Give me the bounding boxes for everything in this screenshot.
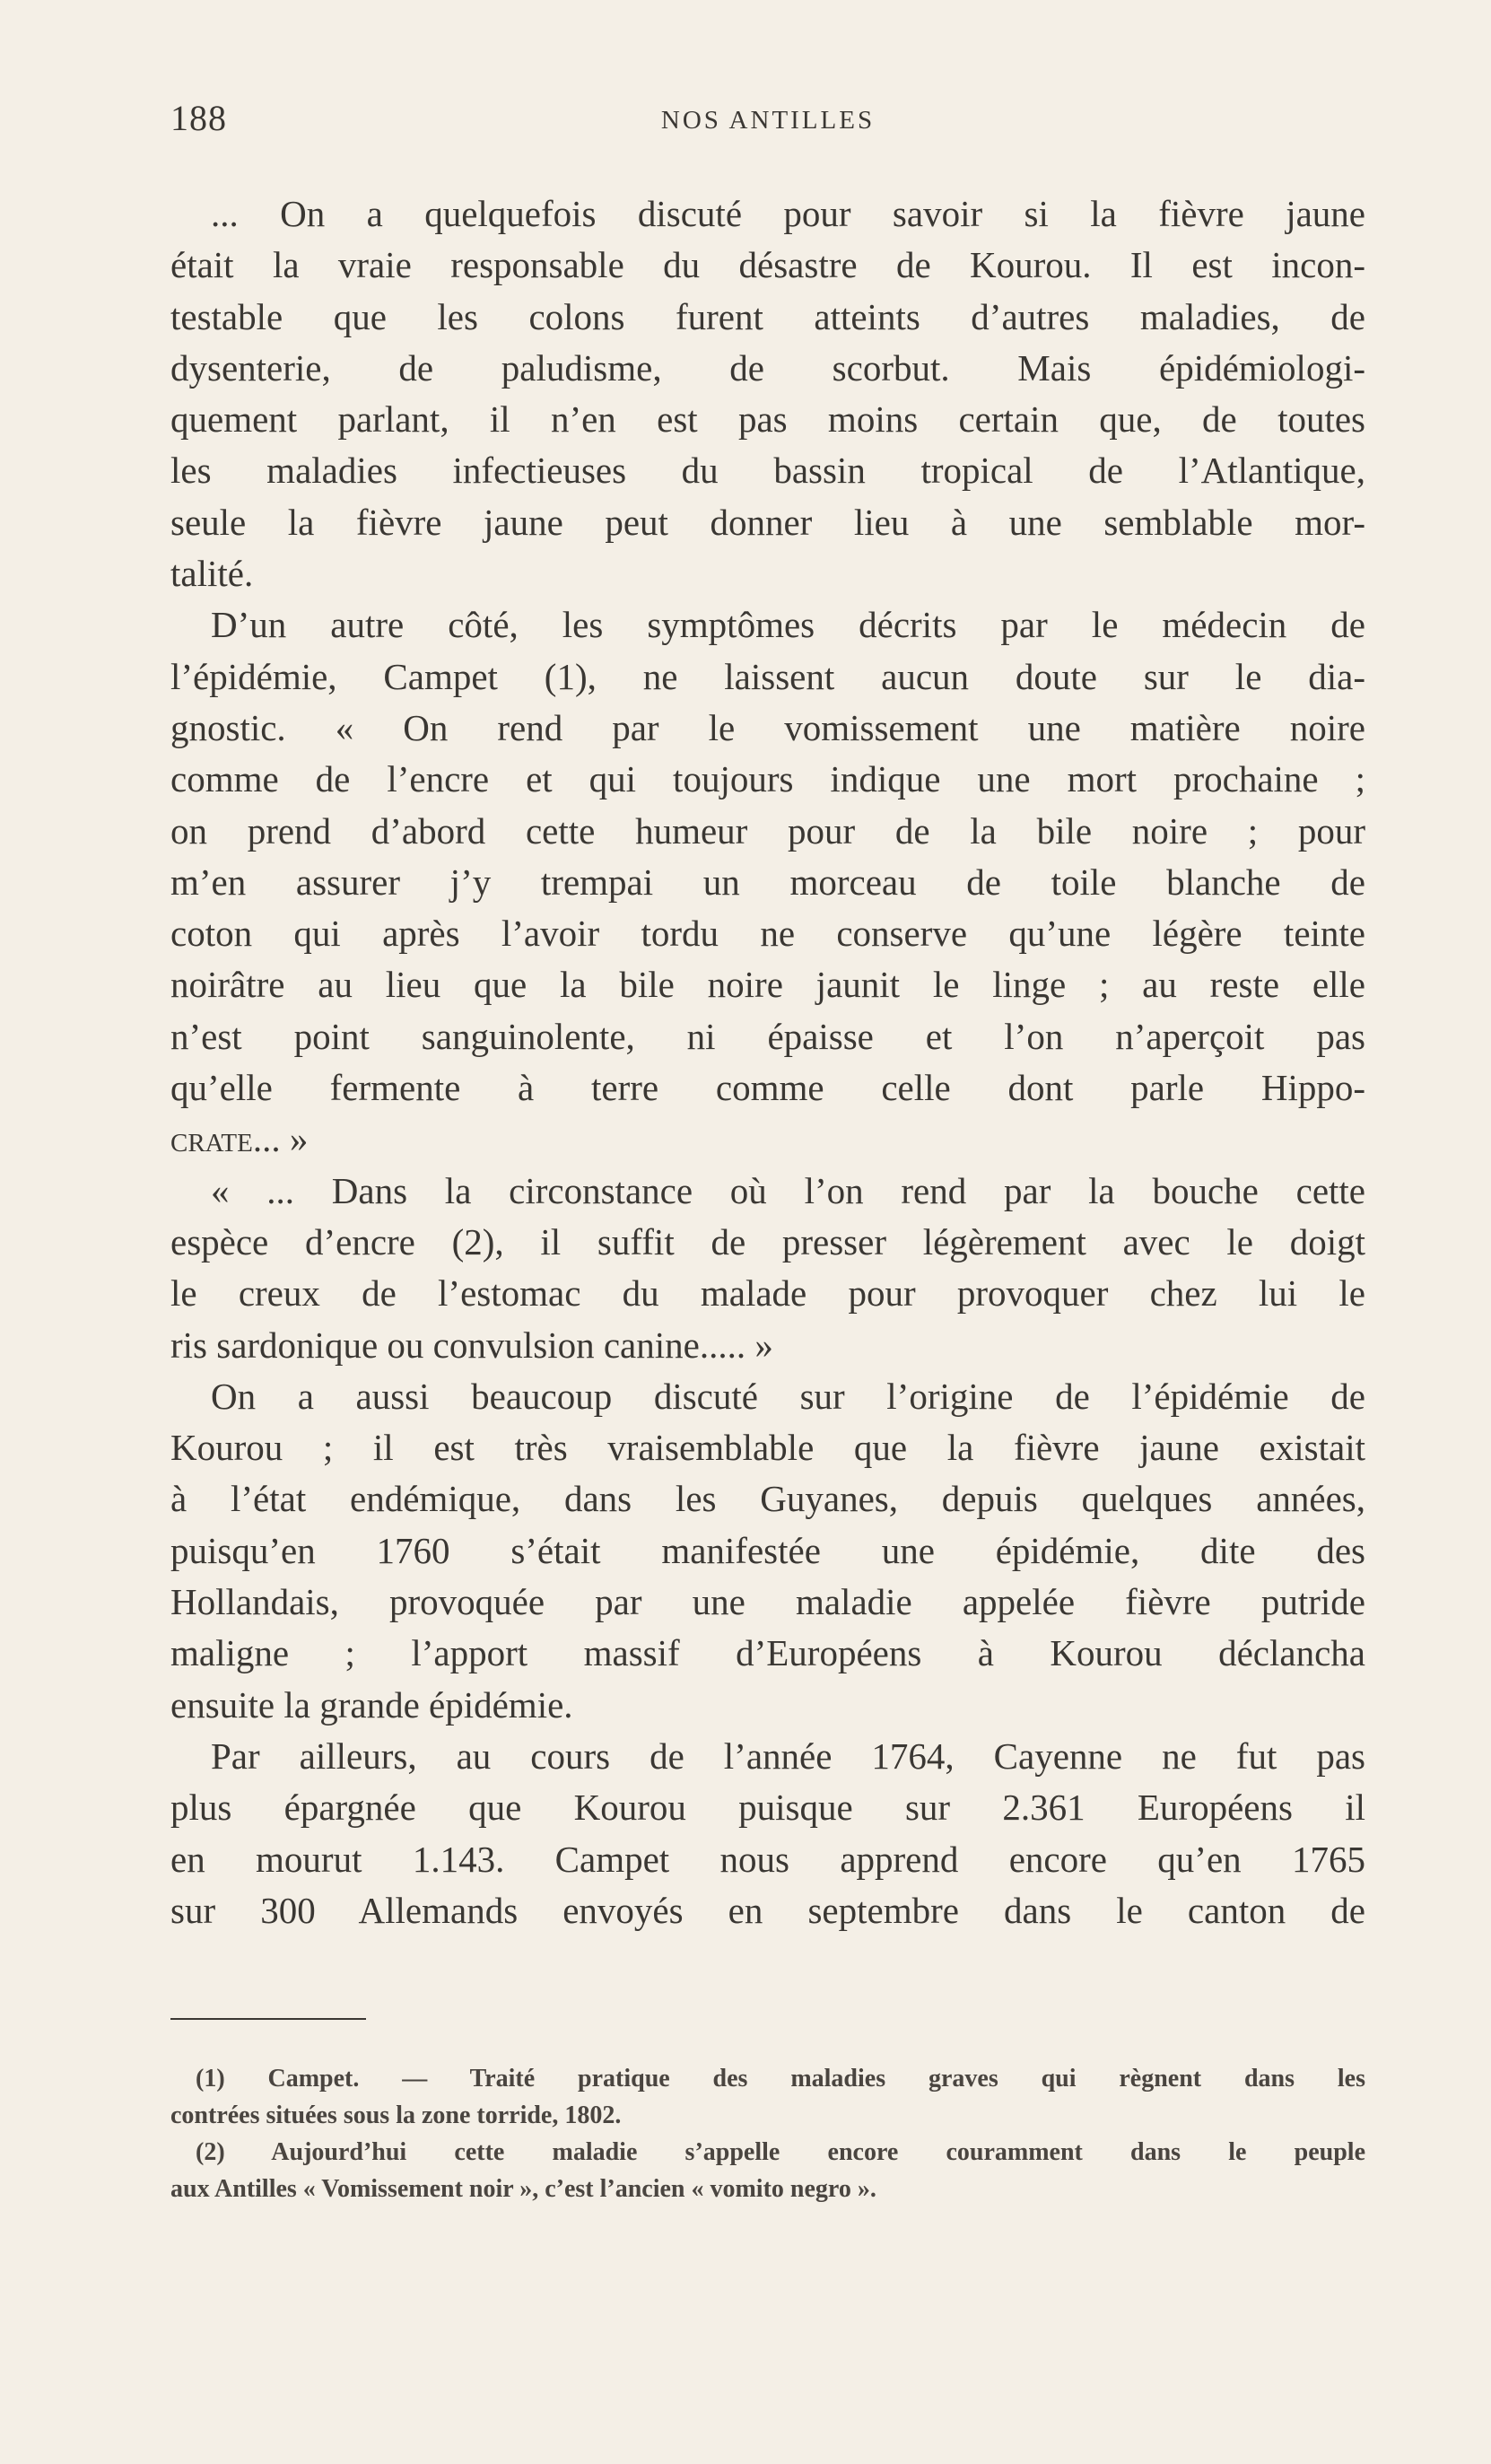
text-line: qu’elle fermente à terre comme celle dont parle Hippo-: [170, 1067, 1365, 1109]
text-line: était la vraie responsable du désastre de Kourou. Il est incon-: [170, 244, 1365, 286]
text-line: « ... Dans la circonstance où l’on rend par la bouche cette: [211, 1169, 1365, 1211]
text-line: crate... »: [170, 1118, 309, 1160]
text-line: seule la fièvre jaune peut donner lieu à une semblable mor-: [170, 501, 1365, 543]
text-line: dysenterie, de paludisme, de scorbut. Mais épidémiologi-: [170, 346, 1365, 389]
text-line: Par ailleurs, au cours de l’année 1764, Cayenne ne fut pas: [211, 1734, 1365, 1777]
text-line: Hollandais, provoquée par une maladie appelée fièvre putride: [170, 1581, 1365, 1623]
text-line: gnostic. « On rend par le vomissement une matière noire: [170, 706, 1365, 748]
footnote-divider: [170, 2018, 366, 2020]
text-line: maligne ; l’apport massif d’Européens à Kourou déclancha: [170, 1632, 1365, 1674]
text-line: coton qui après l’avoir tordu ne conserve qu’une légère teinte: [170, 913, 1365, 955]
text-line: n’est point sanguinolente, ni épaisse et l’on n’aperçoit pas: [170, 1015, 1365, 1057]
text-line: D’un autre côté, les symptômes décrits par le médecin de: [211, 604, 1365, 646]
text-line: talité.: [170, 553, 254, 595]
text-line: puisqu’en 1760 s’était manifestée une épidémie, dite des: [170, 1529, 1365, 1571]
body-text: [170, 188, 1365, 1936]
footnote-line: (1) Campet. — Traité pratique des maladies graves qui règnent dans les: [196, 2065, 1365, 2093]
text-line: en mourut 1.143. Campet nous apprend encore qu’en 1765: [170, 1838, 1365, 1880]
text-line: ris sardonique ou convulsion canine..... »: [170, 1324, 773, 1366]
page-header: [170, 97, 1365, 144]
footnotes: [170, 2060, 1365, 2207]
text-line: à l’état endémique, dans les Guyanes, depuis quelques années,: [170, 1478, 1365, 1520]
footnote-line: aux Antilles « Vomissement noir », c’est l’ancien « vomito negro ».: [170, 2175, 876, 2203]
text-line: espèce d’encre (2), il suffit de presser légèrement avec le doigt: [170, 1220, 1365, 1263]
running-head: NOS ANTILLES: [660, 106, 876, 135]
text-line: le creux de l’estomac du malade pour provoquer chez lui le: [170, 1272, 1365, 1315]
text-line: plus épargnée que Kourou puisque sur 2.361 Européens il: [170, 1787, 1365, 1829]
text-line: comme de l’encre et qui toujours indique une mort prochaine ;: [170, 758, 1365, 800]
text-line: l’épidémie, Campet (1), ne laissent aucun doute sur le dia-: [170, 655, 1365, 697]
text-line: sur 300 Allemands envoyés en septembre dans le canton de: [170, 1889, 1365, 1931]
text-line: testable que les colons furent atteints d’autres maladies, de: [170, 295, 1365, 337]
text-line: m’en assurer j’y trempai un morceau de toile blanche de: [170, 861, 1365, 903]
text-line: les maladies infectieuses du bassin tropical de l’Atlantique,: [170, 450, 1365, 492]
text-line: ensuite la grande épidémie.: [170, 1683, 573, 1726]
text-line: on prend d’abord cette humeur pour de la bile noire ; pour: [170, 809, 1365, 852]
footnote-line: contrées situées sous la zone torride, 1802.: [170, 2101, 622, 2129]
text-line: Kourou ; il est très vraisemblable que la fièvre jaune existait: [170, 1427, 1365, 1469]
text-line: quement parlant, il n’en est pas moins certain que, de toutes: [170, 398, 1365, 441]
footnote-line: (2) Aujourd’hui cette maladie s’appelle encore couramment dans le peuple: [196, 2138, 1365, 2166]
page-number: 188: [170, 98, 227, 138]
text-line: noirâtre au lieu que la bile noire jaunit le linge ; au reste elle: [170, 964, 1365, 1006]
text-line: On a aussi beaucoup discuté sur l’origine de l’épidémie de: [211, 1375, 1365, 1417]
text-line: ... On a quelquefois discuté pour savoir si la fièvre jaune: [211, 193, 1365, 234]
